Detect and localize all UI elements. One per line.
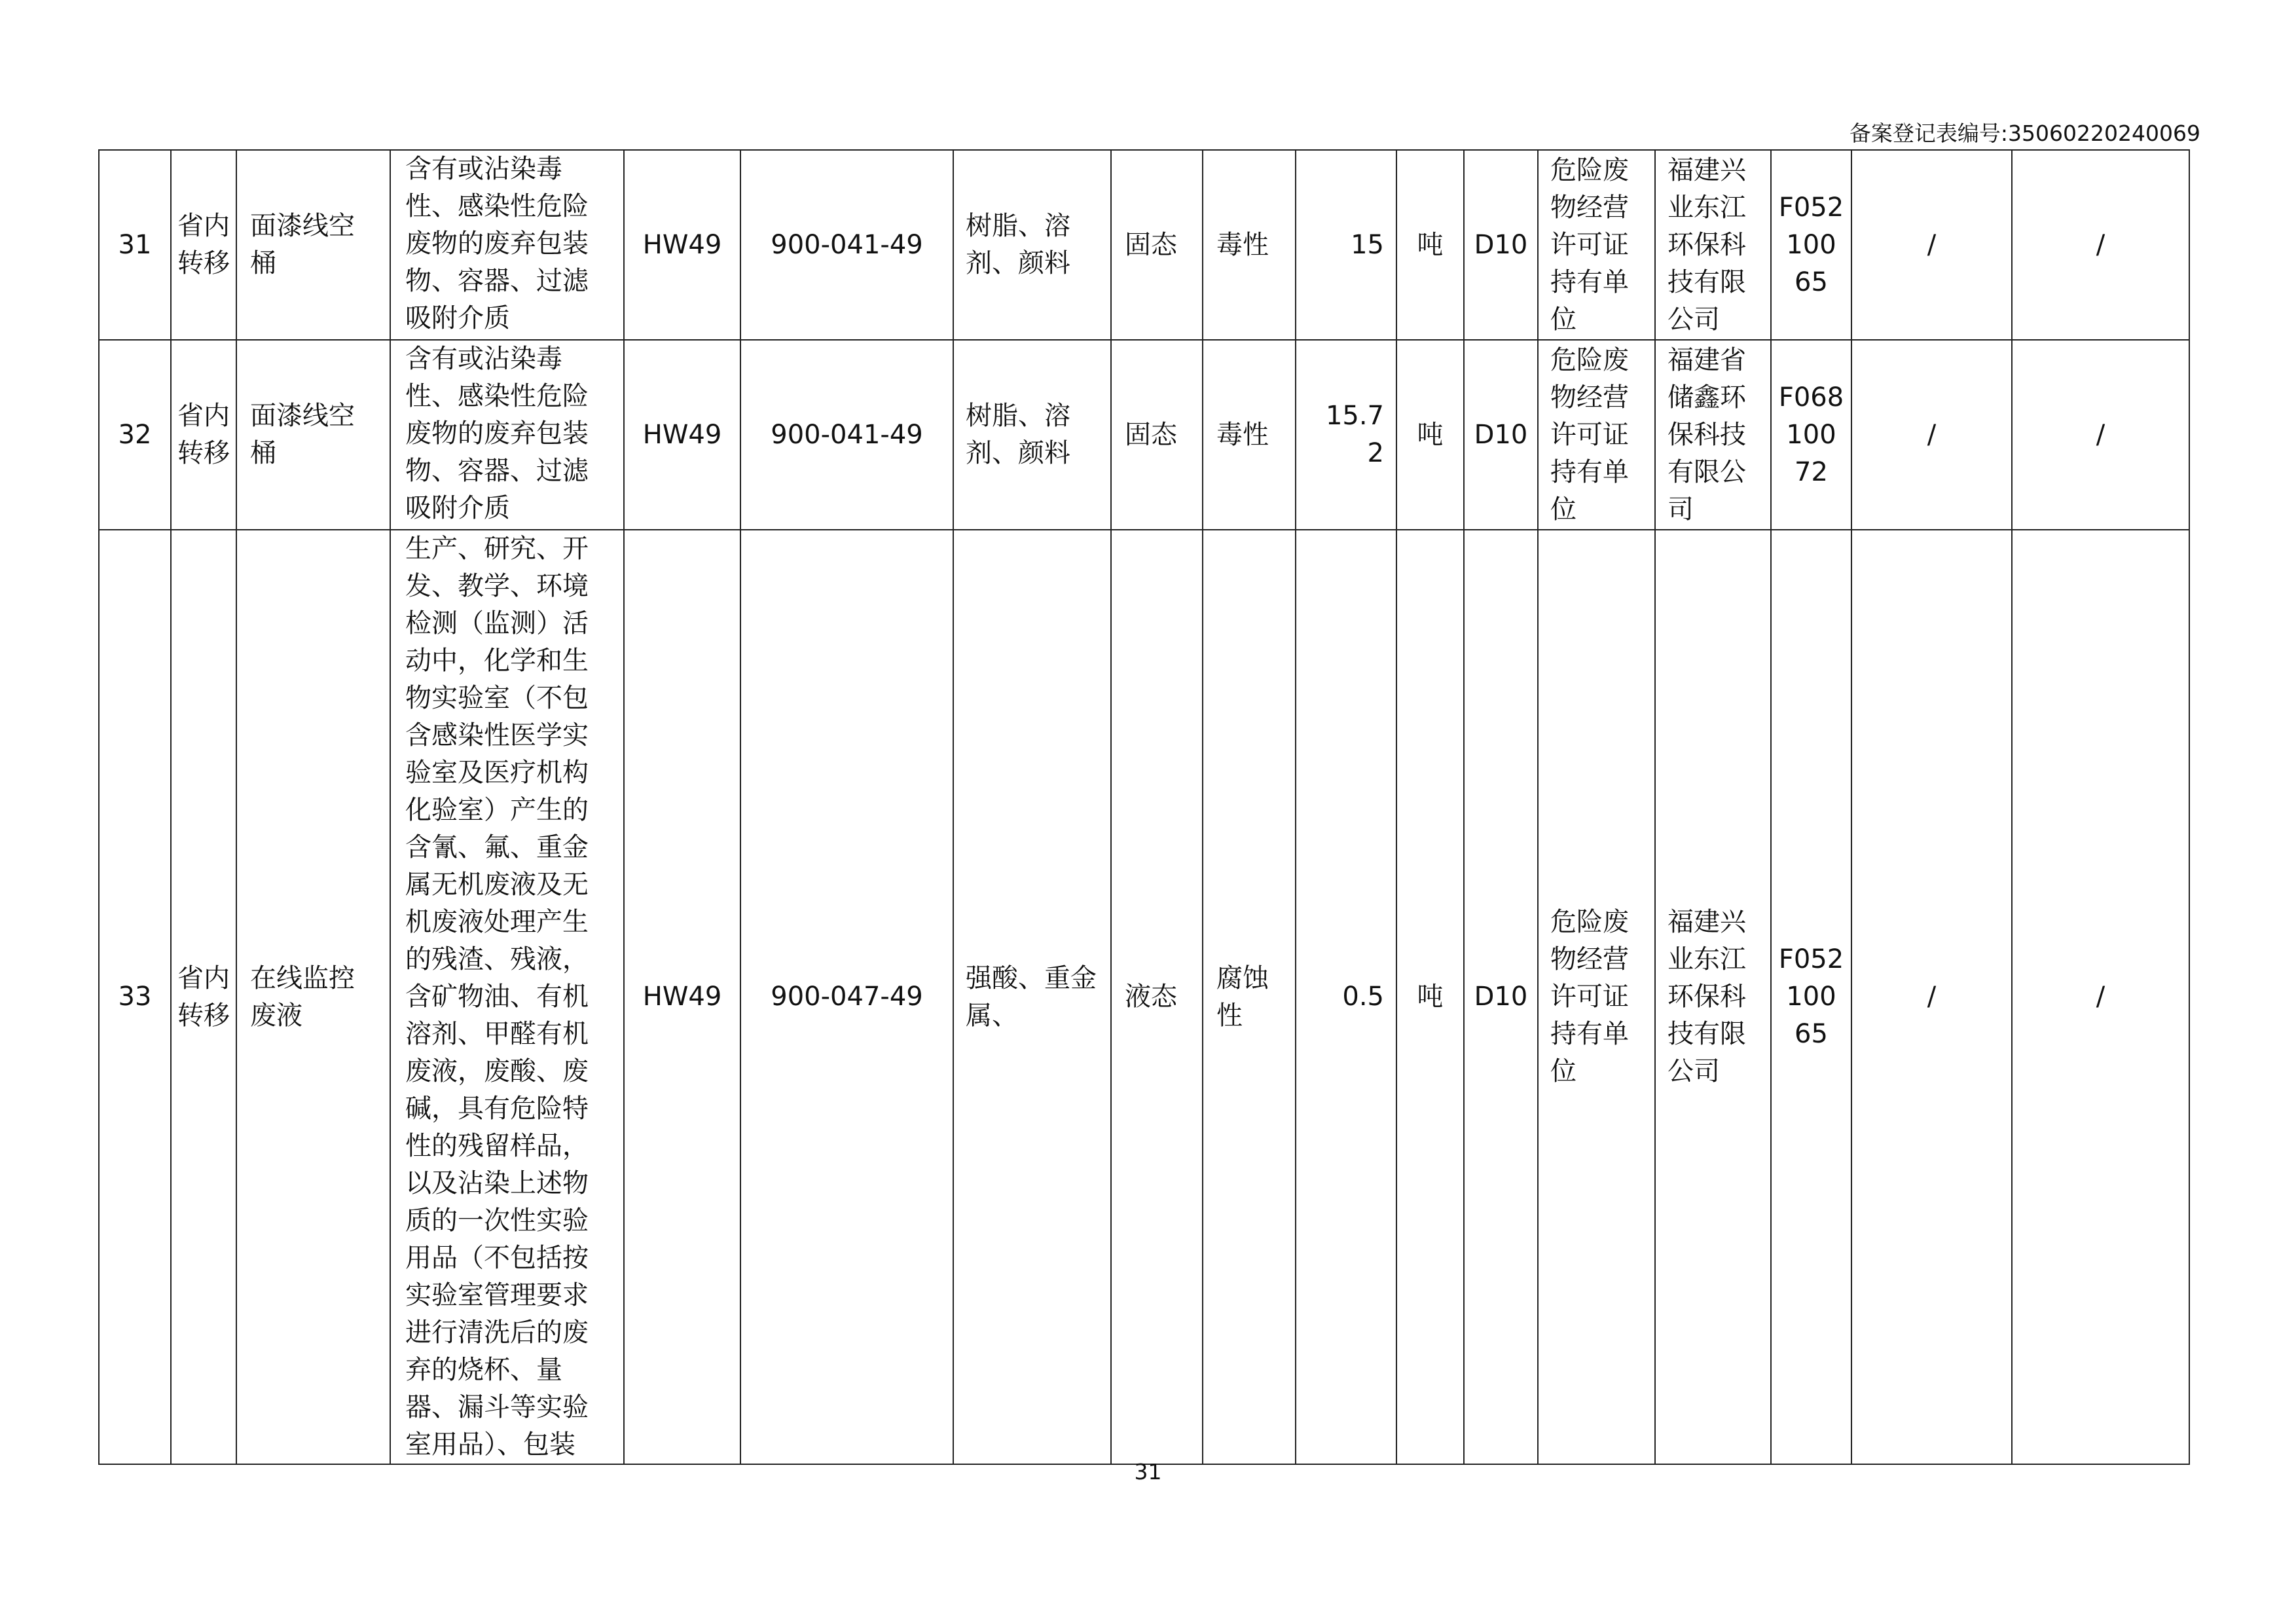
recipient-name: 福建省储鑫环保科技有限公司 — [1655, 340, 1771, 530]
waste-category: HW49 — [624, 530, 740, 1464]
transfer-direction: 省内转移 — [171, 530, 236, 1464]
license-number: F05210065 — [1771, 150, 1851, 340]
blank-cell: / — [1851, 530, 2012, 1464]
recipient-name: 福建兴业东江环保科技有限公司 — [1655, 530, 1771, 1464]
registration-number-line — [1850, 117, 2200, 147]
table-row — [99, 150, 2189, 340]
transfer-direction: 省内转移 — [171, 150, 236, 340]
unit: 吨 — [1396, 150, 1464, 340]
recipient-type: 危险废物经营许可证持有单位 — [1538, 150, 1655, 340]
physical-state: 固态 — [1111, 340, 1203, 530]
page-number: 31 — [1134, 1459, 1162, 1485]
table-row — [99, 530, 2189, 1464]
physical-state: 液态 — [1111, 530, 1203, 1464]
license-number: F05210065 — [1771, 530, 1851, 1464]
physical-state: 固态 — [1111, 150, 1203, 340]
waste-name: 面漆线空桶 — [236, 150, 390, 340]
blank-cell: / — [2012, 530, 2189, 1464]
hazardous-waste-table — [98, 149, 2190, 1465]
hazardous-components: 树脂、溶剂、颜料 — [953, 150, 1111, 340]
waste-name: 面漆线空桶 — [236, 340, 390, 530]
waste-category: HW49 — [624, 340, 740, 530]
waste-category: HW49 — [624, 150, 740, 340]
waste-code: 900-047-49 — [740, 530, 953, 1464]
registration-number: 35060220240069 — [2008, 120, 2200, 146]
hazard-property: 毒性 — [1203, 340, 1296, 530]
recipient-type: 危险废物经营许可证持有单位 — [1538, 530, 1655, 1464]
waste-name: 在线监控废液 — [236, 530, 390, 1464]
blank-cell: / — [1851, 150, 2012, 340]
recipient-name: 福建兴业东江环保科技有限公司 — [1655, 150, 1771, 340]
disposal-method: D10 — [1464, 340, 1538, 530]
recipient-type: 危险废物经营许可证持有单位 — [1538, 340, 1655, 530]
license-number: F06810072 — [1771, 340, 1851, 530]
hazard-property: 腐蚀性 — [1203, 530, 1296, 1464]
row-number: 31 — [99, 150, 171, 340]
waste-description: 生产、研究、开发、教学、环境检测（监测）活动中，化学和生物实验室（不包含感染性医学实验室及医疗机构化验室）产生的含氰、氟、重金属无机废液及无机废液处理产生的残渣、残液，含矿物油、有机溶剂、甲醛有机废液，废酸、废碱，具有危险特性的残留样品，以及沾染上述物质的一次性实验用品（不包括按实验室管理要求进行清洗后的废弃的烧杯、量器、漏斗等实验室用品）、包装 — [390, 530, 624, 1464]
blank-cell: / — [1851, 340, 2012, 530]
row-number: 33 — [99, 530, 171, 1464]
waste-code: 900-041-49 — [740, 150, 953, 340]
table-body — [99, 150, 2189, 1464]
quantity: 15.72 — [1296, 340, 1396, 530]
unit: 吨 — [1396, 340, 1464, 530]
registration-label: 备案登记表编号: — [1849, 120, 2009, 146]
hazard-property: 毒性 — [1203, 150, 1296, 340]
quantity: 0.5 — [1296, 530, 1396, 1464]
row-number: 32 — [99, 340, 171, 530]
waste-description: 含有或沾染毒性、感染性危险废物的废弃包装物、容器、过滤吸附介质 — [390, 150, 624, 340]
waste-description: 含有或沾染毒性、感染性危险废物的废弃包装物、容器、过滤吸附介质 — [390, 340, 624, 530]
hazardous-components: 树脂、溶剂、颜料 — [953, 340, 1111, 530]
quantity: 15 — [1296, 150, 1396, 340]
table-row — [99, 340, 2189, 530]
hazardous-components: 强酸、重金属、 — [953, 530, 1111, 1464]
disposal-method: D10 — [1464, 530, 1538, 1464]
blank-cell: / — [2012, 340, 2189, 530]
disposal-method: D10 — [1464, 150, 1538, 340]
transfer-direction: 省内转移 — [171, 340, 236, 530]
waste-code: 900-041-49 — [740, 340, 953, 530]
blank-cell: / — [2012, 150, 2189, 340]
unit: 吨 — [1396, 530, 1464, 1464]
